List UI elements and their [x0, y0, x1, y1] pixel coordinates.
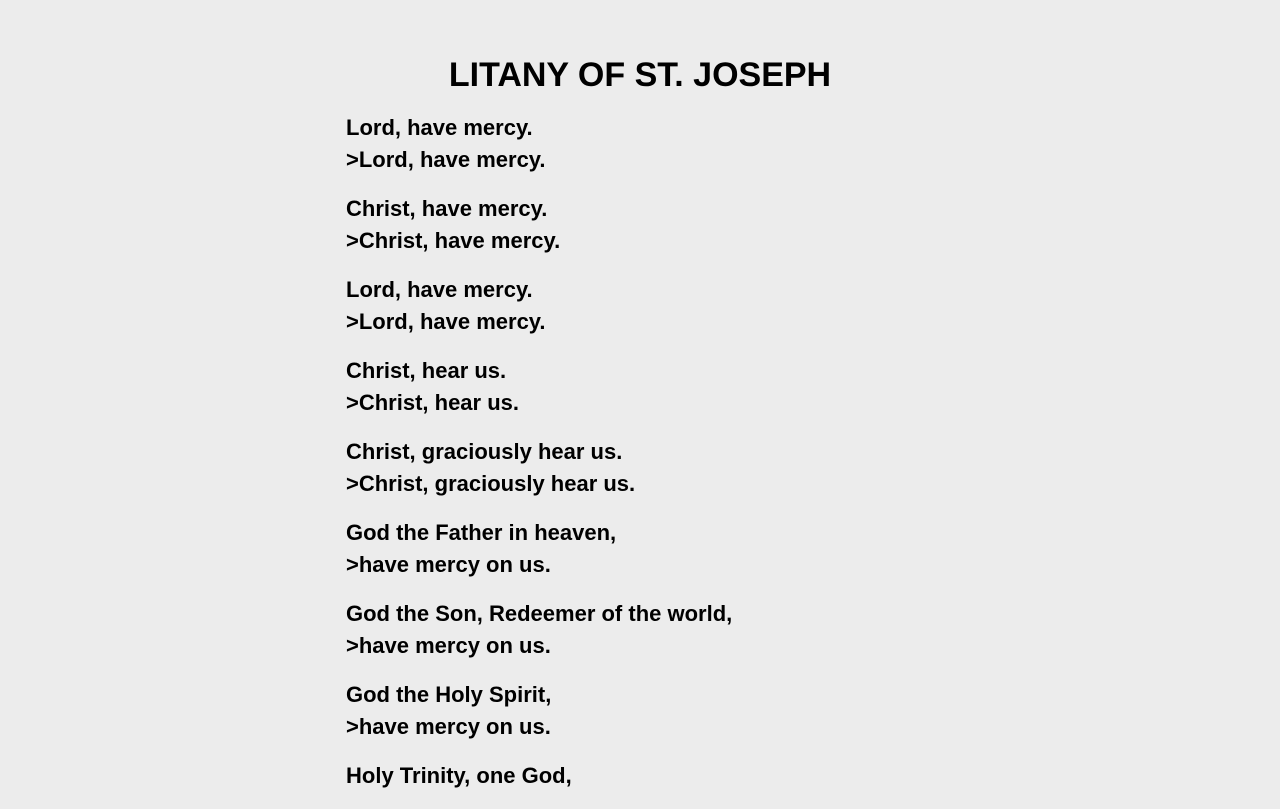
- response: >have mercy on us.: [346, 552, 551, 577]
- litany-block: [346, 679, 732, 743]
- invocation: Lord, have mercy.: [346, 277, 533, 302]
- litany-block: [346, 112, 732, 176]
- response: >Lord, have mercy.: [346, 309, 546, 334]
- invocation: Lord, have mercy.: [346, 115, 533, 140]
- invocation: Christ, have mercy.: [346, 196, 548, 221]
- litany-text: [346, 112, 732, 809]
- litany-block: [346, 517, 732, 581]
- litany-block: [346, 355, 732, 419]
- invocation: God the Holy Spirit,: [346, 682, 552, 707]
- invocation: God the Son, Redeemer of the world,: [346, 601, 733, 626]
- response: >have mercy on us.: [346, 633, 551, 658]
- litany-block: [346, 193, 732, 257]
- response: >have mercy on us.: [346, 714, 551, 739]
- response: >Christ, graciously hear us.: [346, 471, 636, 496]
- litany-block: [346, 598, 732, 662]
- invocation: God the Father in heaven,: [346, 520, 617, 545]
- response: >Lord, have mercy.: [346, 147, 546, 172]
- litany-block: [346, 436, 732, 500]
- invocation: Christ, hear us.: [346, 358, 507, 383]
- page-title: LITANY OF ST. JOSEPH: [448, 56, 832, 94]
- invocation: Holy Trinity, one God,: [346, 763, 572, 788]
- response: >Christ, hear us.: [346, 390, 520, 415]
- response: >Christ, have mercy.: [346, 228, 561, 253]
- litany-block: [346, 274, 732, 338]
- invocation: Christ, graciously hear us.: [346, 439, 623, 464]
- litany-block: [346, 760, 732, 792]
